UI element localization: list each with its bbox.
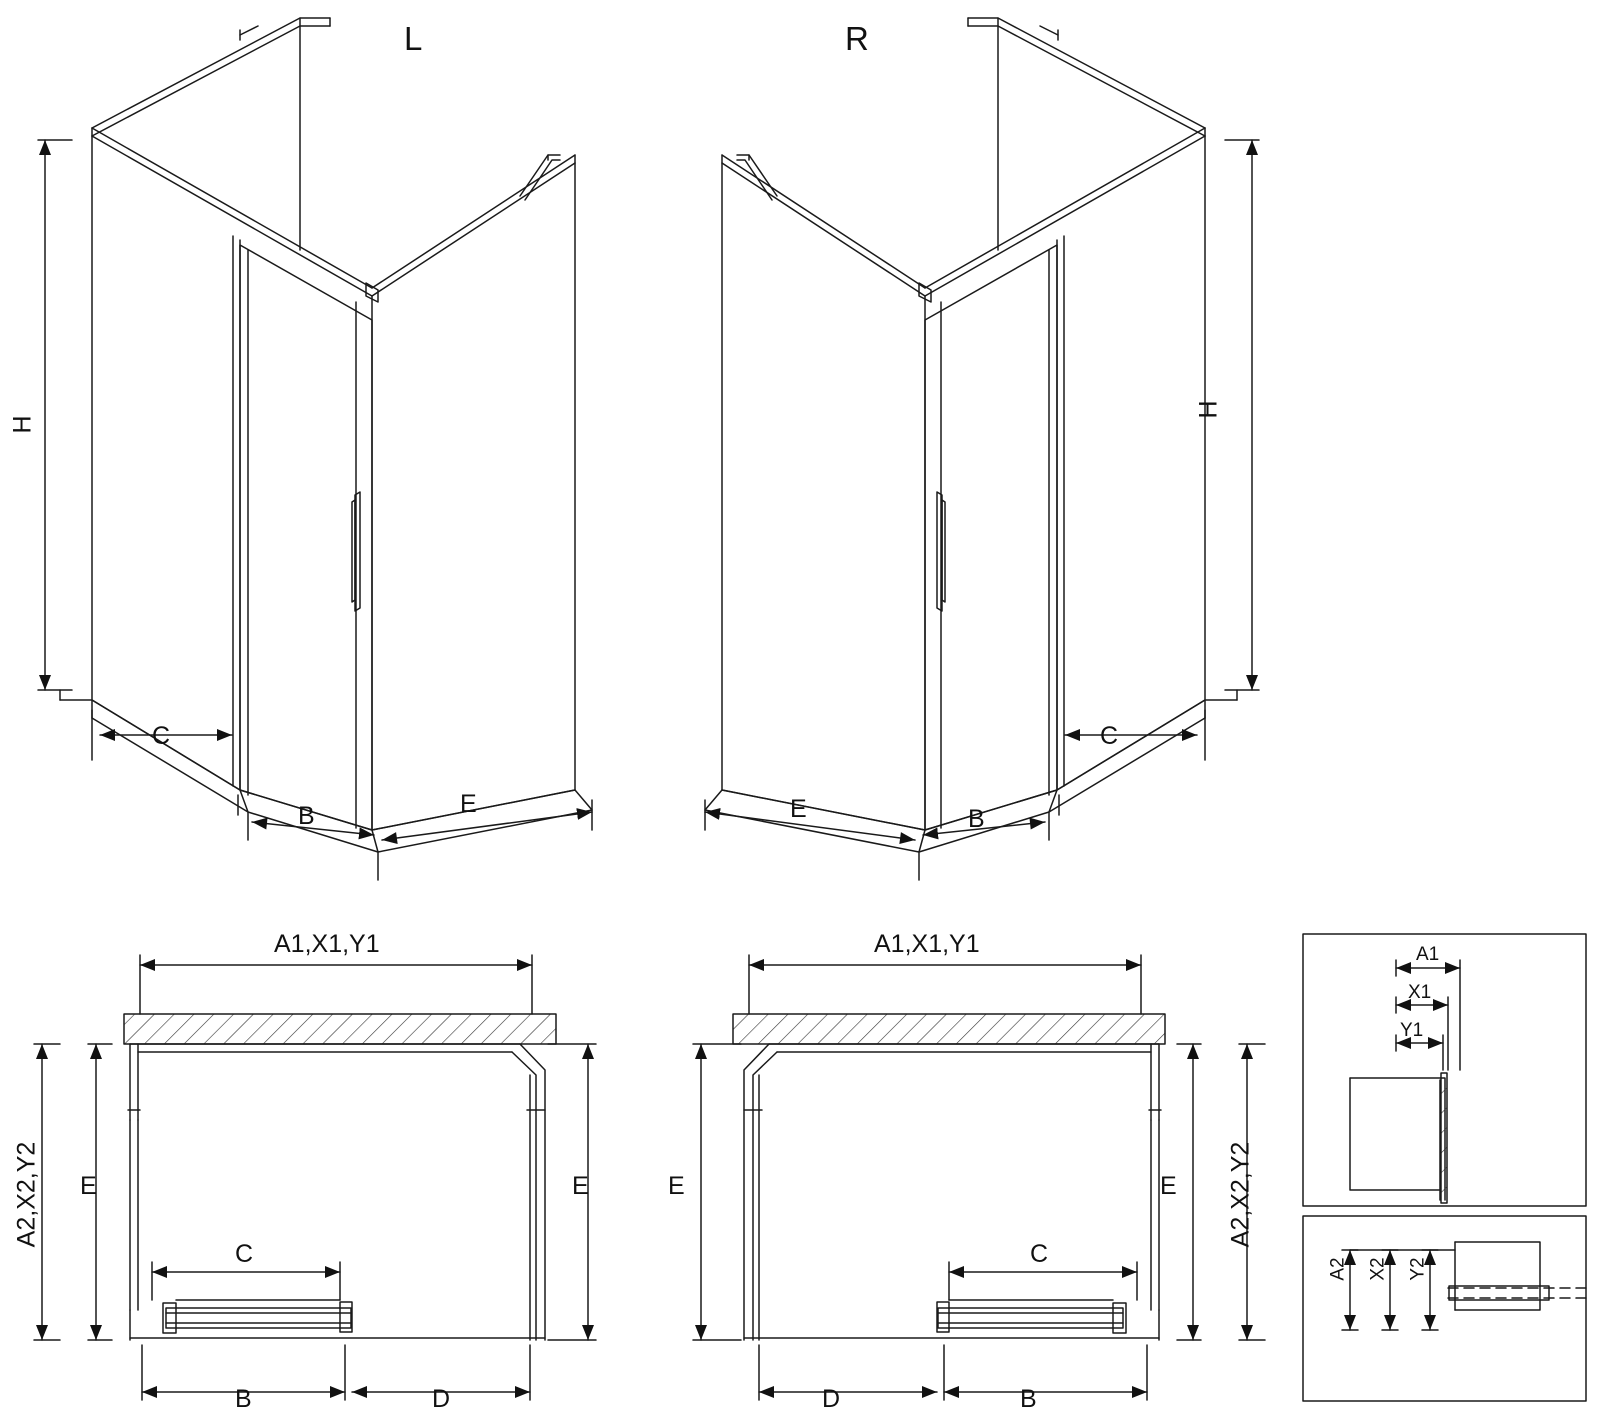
plan-right-inner-left-dim: E bbox=[668, 1172, 685, 1200]
iso-right-width-dim: E bbox=[790, 795, 807, 823]
plan-left-c-dim: C bbox=[235, 1240, 254, 1268]
plan-left-inner-right-dim: E bbox=[572, 1172, 589, 1200]
plan-view-right bbox=[693, 955, 1265, 1400]
iso-left-height-dim: H bbox=[8, 415, 37, 434]
variant-label-left: L bbox=[404, 20, 423, 57]
plan-right-inner-right-dim: E bbox=[1160, 1172, 1177, 1200]
detail-view-bottom bbox=[1303, 1216, 1586, 1401]
plan-left-b-dim: B bbox=[235, 1385, 252, 1413]
iso-right-depth-dim: C bbox=[1100, 722, 1119, 750]
iso-left-depth-dim: C bbox=[152, 722, 171, 750]
iso-left-door-dim: B bbox=[298, 802, 315, 830]
variant-label-right: R bbox=[845, 20, 869, 57]
plan-left-inner-left-dim: E bbox=[80, 1172, 97, 1200]
plan-right-c-dim: C bbox=[1030, 1240, 1049, 1268]
plan-right-d-dim: D bbox=[822, 1385, 841, 1413]
detail-top-dim-x1: X1 bbox=[1408, 982, 1432, 1003]
detail-top-dim-a1: A1 bbox=[1416, 944, 1440, 965]
plan-right-overall-dim: A2,X2,Y2 bbox=[1226, 1141, 1255, 1248]
plan-left-d-dim: D bbox=[432, 1385, 451, 1413]
detail-bottom-dim-a2: A2 bbox=[1327, 1257, 1349, 1281]
plan-right-b-dim: B bbox=[1020, 1385, 1037, 1413]
detail-view-top bbox=[1303, 934, 1586, 1206]
detail-bottom-dim-y2: Y2 bbox=[1407, 1257, 1429, 1281]
plan-view-left bbox=[34, 955, 596, 1400]
plan-left-top-dim: A1,X1,Y1 bbox=[274, 930, 380, 958]
iso-right-door-dim: B bbox=[968, 805, 985, 833]
detail-bottom-dim-x2: X2 bbox=[1367, 1257, 1389, 1281]
iso-left-width-dim: E bbox=[460, 790, 477, 818]
detail-top-dim-y1: Y1 bbox=[1400, 1020, 1424, 1041]
plan-left-overall-dim: A2,X2,Y2 bbox=[12, 1141, 41, 1248]
plan-right-top-dim: A1,X1,Y1 bbox=[874, 930, 980, 958]
iso-right-height-dim: H bbox=[1194, 400, 1223, 419]
iso-view-left bbox=[38, 18, 592, 880]
iso-view-right bbox=[705, 18, 1259, 880]
